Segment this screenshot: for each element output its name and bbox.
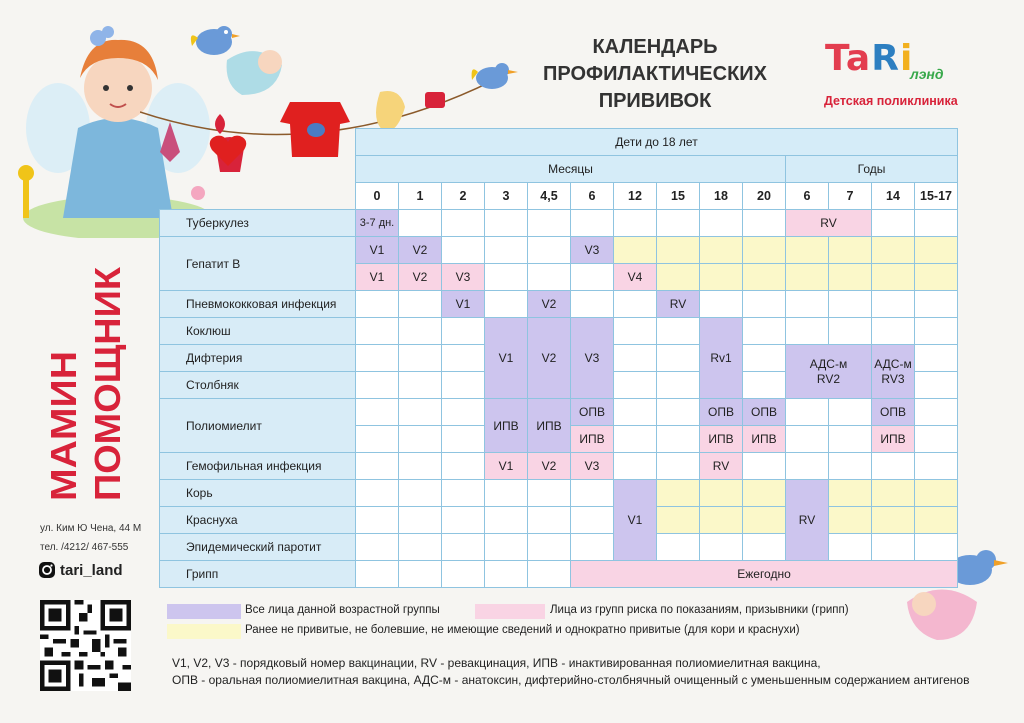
table-cell: [442, 399, 485, 426]
table-cell: [614, 453, 657, 480]
table-cell: [786, 426, 829, 453]
side-title-line1: МАМИН: [43, 363, 84, 501]
table-cell: [356, 453, 399, 480]
header-months: Месяцы: [356, 156, 786, 183]
disease-name: Коклюш: [160, 318, 356, 345]
side-title-line2: ПОМОЩНИК: [87, 278, 126, 501]
table-cell: [700, 480, 743, 507]
table-cell: V1: [485, 318, 528, 399]
table-cell: [571, 507, 614, 534]
disease-name: Эпидемический паротит: [160, 534, 356, 561]
table-cell: [442, 372, 485, 399]
table-cell: RV: [786, 210, 872, 237]
table-cell: V2: [399, 237, 442, 264]
age-year-15-17: 15-17: [915, 183, 958, 210]
table-cell: [614, 426, 657, 453]
instagram-icon: [38, 561, 56, 579]
table-cell: V1: [356, 264, 399, 291]
table-cell: [356, 507, 399, 534]
table-row: [160, 534, 958, 561]
table-cell: V3: [442, 264, 485, 291]
table-cell: V3: [571, 237, 614, 264]
table-cell: [528, 507, 571, 534]
table-cell: V2: [528, 291, 571, 318]
disease-name: Полиомиелит: [160, 399, 356, 453]
table-cell: [614, 237, 657, 264]
table-cell: [442, 318, 485, 345]
table-cell: [872, 453, 915, 480]
table-cell: V2: [528, 453, 571, 480]
table-cell: [829, 237, 872, 264]
logo-subword: лэнд: [910, 66, 944, 82]
table-cell: [356, 399, 399, 426]
table-cell: [356, 534, 399, 561]
table-cell: [872, 291, 915, 318]
age-month-1: 1: [399, 183, 442, 210]
table-cell: [872, 237, 915, 264]
disease-name: Дифтерия: [160, 345, 356, 372]
table-cell: [786, 264, 829, 291]
table-row: [160, 453, 958, 480]
table-cell: [700, 291, 743, 318]
table-cell: [915, 318, 958, 345]
table-cell: [399, 399, 442, 426]
table-cell: [399, 453, 442, 480]
table-cell: [442, 561, 485, 588]
table-cell: RV: [657, 291, 700, 318]
table-cell: 3-7 дн.: [356, 210, 399, 237]
age-month-3: 3: [485, 183, 528, 210]
disease-name: Корь: [160, 480, 356, 507]
table-cell: [915, 264, 958, 291]
cell-line: RV3: [881, 371, 905, 386]
table-cell: ОПВ: [743, 399, 786, 426]
side-title: [36, 265, 126, 505]
notes-line-1: V1, V2, V3 - порядковый номер вакцинации, RV - ревакцинация, ИПВ - инактивированная полиомиелитная вакцина,: [172, 656, 821, 670]
table-cell: [485, 264, 528, 291]
table-cell: [528, 210, 571, 237]
table-cell: [872, 534, 915, 561]
disease-name: Краснуха: [160, 507, 356, 534]
table-cell: [571, 291, 614, 318]
brand-logo: [822, 38, 972, 108]
table-row: [160, 480, 958, 507]
table-cell: [571, 210, 614, 237]
table-cell: [657, 453, 700, 480]
table-cell: [657, 345, 700, 372]
table-cell: [356, 561, 399, 588]
table-cell: [915, 399, 958, 426]
table-cell: [399, 318, 442, 345]
bird-icon: [470, 58, 520, 94]
table-cell: [743, 237, 786, 264]
table-cell: [700, 264, 743, 291]
contact-block: [40, 519, 141, 557]
notes-line-2: ОПВ - оральная полиомиелитная вакцина, АДС-м - анатоксин, дифтерийно-столбнячный очищенный с уменьшенным содержанием антигенов: [172, 673, 970, 687]
table-cell: [442, 237, 485, 264]
header-corner: [160, 183, 356, 210]
table-cell: [786, 318, 829, 345]
table-cell: [356, 426, 399, 453]
table-row: [160, 507, 958, 534]
table-cell: ОПВ: [571, 399, 614, 426]
disease-name: Столбняк: [160, 372, 356, 399]
table-cell: RV: [700, 453, 743, 480]
table-cell: [356, 345, 399, 372]
table-cell: [399, 534, 442, 561]
table-cell: ИПВ: [872, 426, 915, 453]
table-cell: V3: [571, 453, 614, 480]
table-cell: [786, 453, 829, 480]
legend-swatch-pink: [475, 604, 545, 619]
table-cell: [743, 480, 786, 507]
table-cell: ИПВ: [700, 426, 743, 453]
legend-label-pink: Лица из групп риска по показаниям, призывники (грипп): [550, 604, 849, 616]
cell-line: АДС-м: [874, 356, 912, 371]
table-cell: [786, 291, 829, 318]
table-cell: [485, 237, 528, 264]
header-years: Годы: [786, 156, 958, 183]
table-row: [160, 318, 958, 345]
table-cell: [829, 453, 872, 480]
table-cell: [528, 264, 571, 291]
cell-line: АДС-м: [809, 356, 848, 371]
address-text: ул. Ким Ю Чена, 44 М: [40, 523, 142, 534]
table-cell: V1: [485, 453, 528, 480]
table-cell: [614, 318, 657, 345]
table-cell: [829, 507, 872, 534]
logo-letters-2: R: [871, 38, 900, 79]
table-cell: [657, 534, 700, 561]
table-cell: [915, 372, 958, 399]
table-cell: ИПВ: [743, 426, 786, 453]
table-cell: [614, 399, 657, 426]
table-cell: [915, 426, 958, 453]
table-cell: [872, 318, 915, 345]
table-cell: [485, 534, 528, 561]
table-cell: [657, 426, 700, 453]
table-cell: [356, 372, 399, 399]
table-cell: [356, 318, 399, 345]
table-cell: V2: [399, 264, 442, 291]
table-cell: ОПВ: [872, 399, 915, 426]
legend-label-yellow: Ранее не привитые, не болевшие, не имеющие сведений и однократно привитые (для кори и краснухи): [245, 624, 800, 636]
disease-name: Гепатит В: [160, 237, 356, 291]
table-cell: [657, 372, 700, 399]
table-cell: [872, 264, 915, 291]
phone-text: тел. /4212/ 467-555: [40, 542, 129, 553]
table-cell: V1: [614, 480, 657, 561]
table-cell: [915, 480, 958, 507]
table-cell: [356, 480, 399, 507]
table-row: [160, 210, 958, 237]
age-year-6: 6: [786, 183, 829, 210]
table-cell: [872, 210, 915, 237]
table-cell: [657, 210, 700, 237]
table-cell: [829, 291, 872, 318]
table-cell: [915, 453, 958, 480]
table-cell: [700, 507, 743, 534]
table-cell: [915, 237, 958, 264]
table-cell: V1: [356, 237, 399, 264]
qr-code[interactable]: [40, 600, 131, 691]
table-cell: [743, 345, 786, 372]
table-cell: [700, 237, 743, 264]
table-row: [160, 291, 958, 318]
table-cell: [442, 345, 485, 372]
table-cell: [399, 507, 442, 534]
table-cell: ОПВ: [700, 399, 743, 426]
table-cell: [743, 318, 786, 345]
header-row-ages: [160, 183, 958, 210]
legend: [165, 602, 885, 647]
table-cell: [485, 507, 528, 534]
logo-letters-1: Ta: [825, 38, 872, 79]
disease-name: Грипп: [160, 561, 356, 588]
age-month-12: 12: [614, 183, 657, 210]
table-cell: ИПВ: [571, 426, 614, 453]
disease-name: Гемофильная инфекция: [160, 453, 356, 480]
table-cell: [700, 210, 743, 237]
table-cell: [399, 372, 442, 399]
table-cell: ИПВ: [485, 399, 528, 453]
table-cell: [442, 480, 485, 507]
table-cell: [485, 210, 528, 237]
table-cell: [657, 507, 700, 534]
table-cell: [872, 345, 915, 399]
abbreviation-notes: [172, 655, 969, 689]
table-cell: [356, 291, 399, 318]
table-cell: [743, 372, 786, 399]
baby-bundle-icon: [902, 582, 982, 642]
table-row: [160, 561, 958, 588]
table-cell: [657, 237, 700, 264]
table-cell: [657, 318, 700, 345]
table-cell: V4: [614, 264, 657, 291]
age-year-14: 14: [872, 183, 915, 210]
table-cell: V3: [571, 318, 614, 399]
table-cell: [442, 534, 485, 561]
logo-wordmark: [825, 38, 913, 79]
table-cell: [528, 561, 571, 588]
table-cell: [743, 507, 786, 534]
table-cell: [786, 345, 872, 399]
instagram-handle: tari_land: [60, 561, 123, 579]
vaccination-schedule-table: [159, 128, 958, 588]
table-cell: [485, 291, 528, 318]
table-cell: [743, 264, 786, 291]
table-cell: [915, 345, 958, 372]
table-cell: [657, 480, 700, 507]
table-cell: [829, 480, 872, 507]
table-cell: [614, 291, 657, 318]
age-month-15: 15: [657, 183, 700, 210]
disease-name: Туберкулез: [160, 210, 356, 237]
age-month-4-5: 4,5: [528, 183, 571, 210]
table-row: [160, 237, 958, 264]
table-cell: V1: [442, 291, 485, 318]
page-title: КАЛЕНДАРЬ ПРОФИЛАКТИЧЕСКИХ ПРИВИВОК: [543, 36, 767, 112]
header-children: Дети до 18 лет: [356, 129, 958, 156]
instagram-link[interactable]: [38, 561, 123, 579]
table-cell: Rv1: [700, 318, 743, 399]
table-cell: [829, 534, 872, 561]
disease-name: Пневмококковая инфекция: [160, 291, 356, 318]
age-month-0: 0: [356, 183, 399, 210]
table-row: [160, 399, 958, 426]
table-cell: [829, 318, 872, 345]
legend-label-purple: Все лица данной возрастной группы: [245, 604, 440, 616]
header-corner: [160, 129, 356, 156]
table-cell: [743, 210, 786, 237]
table-cell: [528, 237, 571, 264]
table-cell: ИПВ: [528, 399, 571, 453]
table-cell: [786, 399, 829, 426]
table-cell: [915, 534, 958, 561]
table-cell: [614, 372, 657, 399]
table-cell: [571, 264, 614, 291]
logo-letters-3: i: [899, 38, 914, 79]
table-cell: [571, 534, 614, 561]
table-cell: [915, 291, 958, 318]
age-month-20: 20: [743, 183, 786, 210]
table-cell: [743, 453, 786, 480]
table-cell: [571, 480, 614, 507]
legend-swatch-yellow: [167, 624, 241, 639]
table-cell: [399, 291, 442, 318]
table-cell: [399, 345, 442, 372]
age-month-6: 6: [571, 183, 614, 210]
table-cell: [743, 534, 786, 561]
table-cell: [614, 345, 657, 372]
table-cell: [743, 291, 786, 318]
header-row-top: [160, 129, 958, 156]
table-cell: [528, 480, 571, 507]
legend-swatch-purple: [167, 604, 241, 619]
table-cell: V2: [528, 318, 571, 399]
table-cell: [528, 534, 571, 561]
table-cell: [829, 426, 872, 453]
table-cell: [829, 264, 872, 291]
logo-caption: Детская поликлиника: [824, 94, 958, 108]
header-corner: [160, 156, 356, 183]
table-cell: [442, 210, 485, 237]
age-month-2: 2: [442, 183, 485, 210]
table-cell: [915, 210, 958, 237]
table-cell: [786, 237, 829, 264]
table-cell: [485, 561, 528, 588]
table-cell: RV: [786, 480, 829, 561]
table-cell: Ежегодно: [571, 561, 958, 588]
table-cell: [485, 480, 528, 507]
table-cell: [657, 399, 700, 426]
age-year-7: 7: [829, 183, 872, 210]
table-cell: [657, 264, 700, 291]
table-cell: [399, 561, 442, 588]
table-cell: [399, 426, 442, 453]
table-cell: [872, 507, 915, 534]
table-cell: [872, 480, 915, 507]
table-cell: [915, 507, 958, 534]
table-cell: [614, 210, 657, 237]
table-cell: [829, 399, 872, 426]
age-month-18: 18: [700, 183, 743, 210]
table-cell: [442, 426, 485, 453]
table-cell: [399, 210, 442, 237]
table-cell: [399, 480, 442, 507]
table-cell: [442, 453, 485, 480]
cell-line: RV2: [816, 371, 841, 386]
table-cell: [442, 507, 485, 534]
table-cell: [700, 534, 743, 561]
header-row-groups: [160, 156, 958, 183]
